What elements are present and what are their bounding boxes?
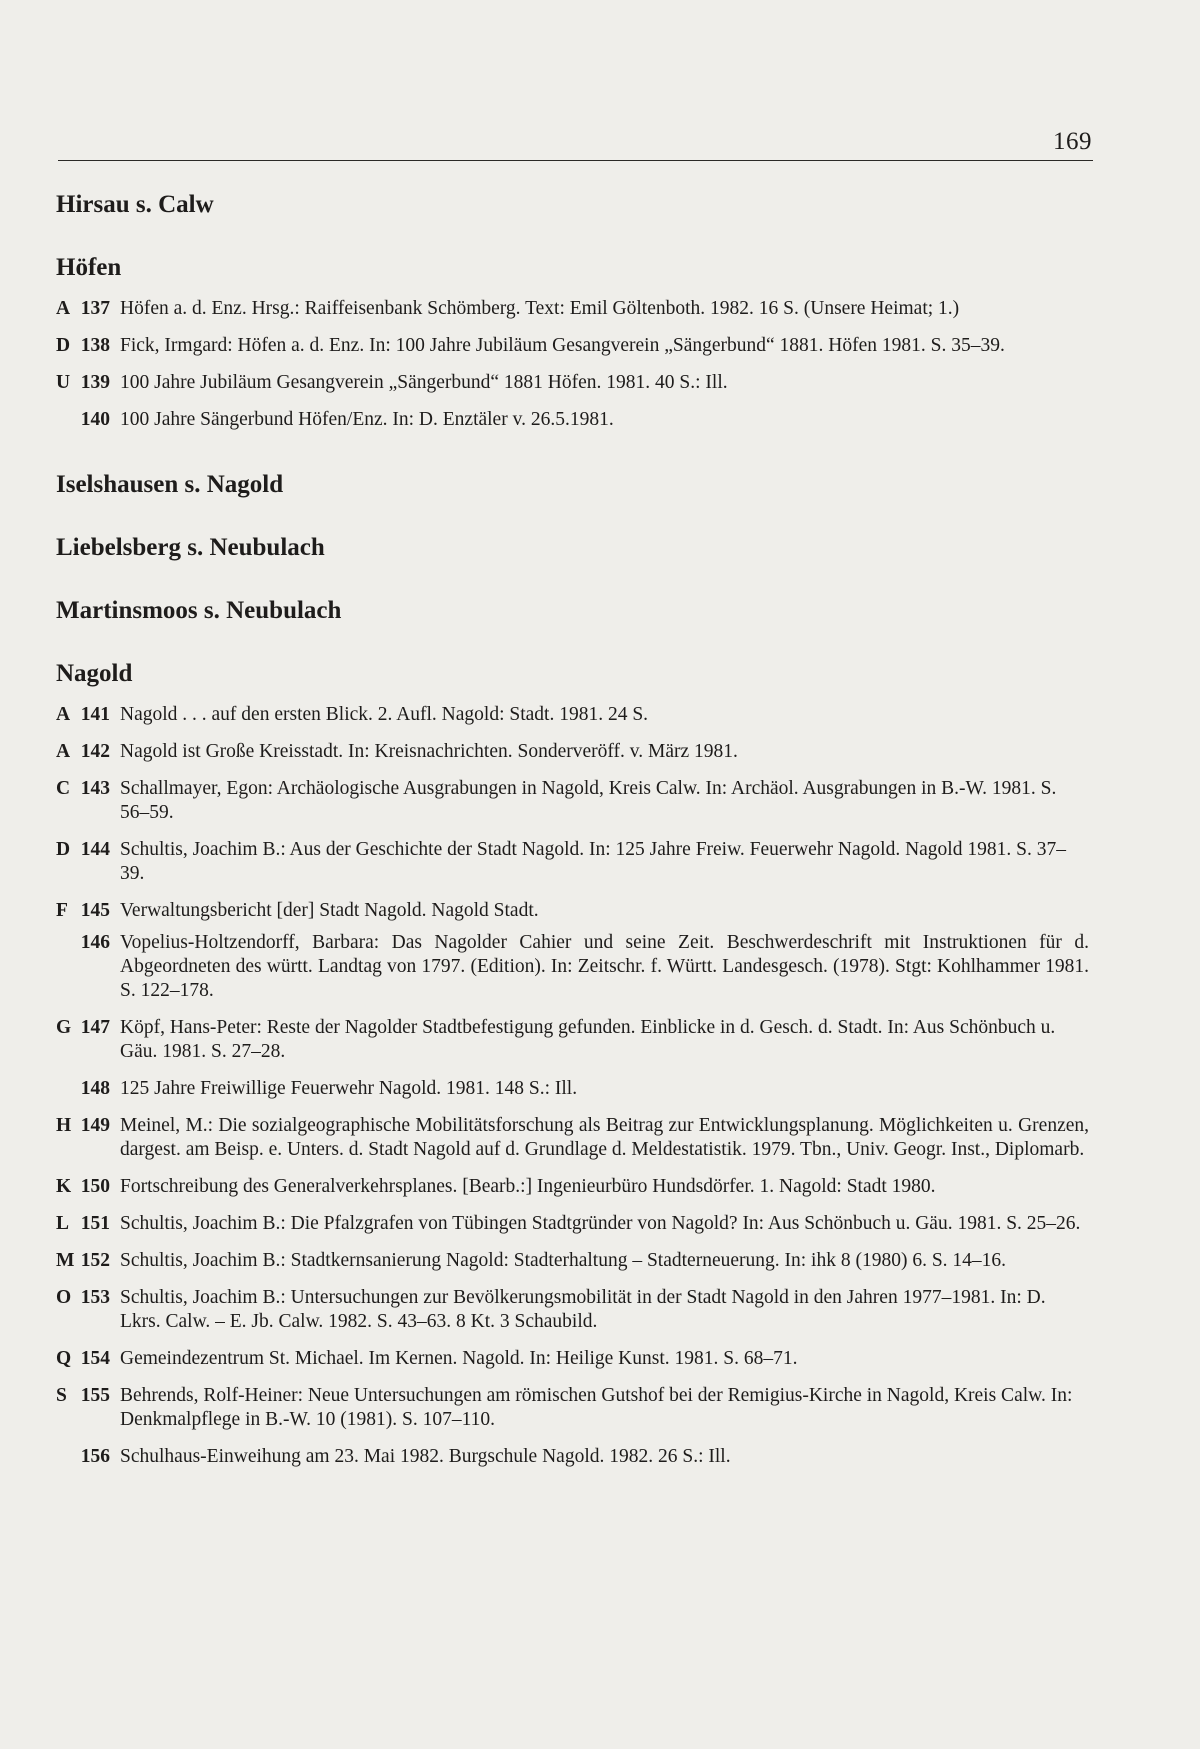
bibliography-entry: [56, 371, 1089, 395]
entry-category-letter: O: [56, 1287, 72, 1308]
entry-category-letter: A: [56, 704, 71, 725]
entry-category-letter: K: [56, 1176, 72, 1197]
entry-number: 143: [80, 778, 110, 799]
entry-number: 155: [80, 1385, 110, 1406]
entry-category-letter: G: [56, 1017, 72, 1038]
bibliography-entry: [56, 1077, 1089, 1101]
entry-category-letter: L: [56, 1213, 70, 1234]
entry-number: 144: [80, 839, 110, 860]
bibliography-content: [56, 190, 1089, 1469]
entry-text: Behrends, Rolf-Heiner: Neue Untersuchungen am römischen Gutshof bei der Remigius-Kirche in Nagold, Kreis Calw. In: Denkmalpflege in B.-W. 10 (1981). S. 107–110.: [120, 1385, 1073, 1430]
entry-category-letter: U: [56, 372, 71, 393]
entry-text: 100 Jahre Sängerbund Höfen/Enz. In: D. Enztäler v. 26.5.1981.: [120, 409, 614, 430]
entry-text: Nagold ist Große Kreisstadt. In: Kreisnachrichten. Sonderveröff. v. März 1981.: [120, 741, 738, 762]
entry-number: 149: [80, 1115, 110, 1136]
entry-text: Höfen a. d. Enz. Hrsg.: Raiffeisenbank Schömberg. Text: Emil Göltenboth. 1982. 16 S. (Unsere Heimat; 1.): [120, 298, 960, 319]
entry-text: 125 Jahre Freiwillige Feuerwehr Nagold. 1981. 148 S.: Ill.: [120, 1078, 578, 1099]
entry-text: Schultis, Joachim B.: Untersuchungen zur Bevölkerungsmobilität in der Stadt Nagold in den Jahren 1977–1981. In: D. Lkrs. Calw. – E. Jb. Calw. 1982. S. 43–63. 8 Kt. 3 Schaubild.: [120, 1287, 1046, 1332]
entry-text: Meinel, M.: Die sozialgeographische Mobilitätsforschung als Beitrag zur Entwicklungsplanung. Möglichkeiten u. Grenzen, dargest. am Beisp. e. Unters. d. Stadt Nagold auf d. Grundlage d. Meldestatistik. 1979. Tbn., Univ. Geogr. Inst., Diplomarb.: [120, 1115, 1089, 1160]
bibliography-entry: [56, 1347, 1089, 1371]
bibliography-entry: [56, 777, 1089, 825]
entry-text: 100 Jahre Jubiläum Gesangverein „Sängerbund“ 1881 Höfen. 1981. 40 S.: Ill.: [120, 372, 728, 393]
entry-text: Gemeindezentrum St. Michael. Im Kernen. Nagold. In: Heilige Kunst. 1981. S. 68–71.: [120, 1348, 798, 1369]
entry-category-letter: [56, 1445, 78, 1469]
entry-text: Nagold . . . auf den ersten Blick. 2. Aufl. Nagold: Stadt. 1981. 24 S.: [120, 704, 649, 725]
entry-number: 152: [80, 1250, 110, 1271]
entry-category-letter: D: [56, 335, 71, 356]
section-heading-hoefen: Höfen: [56, 254, 122, 281]
bibliography-entry: [56, 1445, 1089, 1469]
entry-text: Verwaltungsbericht [der] Stadt Nagold. Nagold Stadt.: [120, 900, 539, 921]
bibliography-entry: [56, 1114, 1089, 1162]
entry-text: Fortschreibung des Generalverkehrsplanes. [Bearb.:] Ingenieurbüro Hundsdörfer. 1. Nagold: Stadt 1980.: [120, 1176, 936, 1197]
entry-text: Schultis, Joachim B.: Stadtkernsanierung Nagold: Stadterhaltung – Stadterneuerung. In: ihk 8 (1980) 6. S. 14–16.: [120, 1250, 1007, 1271]
entry-number: 145: [80, 900, 110, 921]
entry-category-letter: C: [56, 778, 71, 799]
bibliography-entry: [56, 899, 1089, 923]
entry-category-letter: H: [56, 1115, 72, 1136]
entry-text: Schallmayer, Egon: Archäologische Ausgrabungen in Nagold, Kreis Calw. In: Archäol. Ausgrabungen in B.-W. 1981. S. 56–59.: [120, 778, 1057, 823]
entry-number: 141: [80, 704, 110, 725]
entry-category-letter: Q: [56, 1348, 72, 1369]
bibliography-entry: [56, 1286, 1089, 1334]
page-number: 169: [1053, 128, 1092, 155]
bibliography-entry: [56, 1175, 1089, 1199]
entry-number: 142: [80, 741, 110, 762]
section-heading-hirsau: Hirsau s. Calw: [56, 191, 214, 218]
entry-text: Fick, Irmgard: Höfen a. d. Enz. In: 100 Jahre Jubiläum Gesangverein „Sängerbund“ 1881. Höfen 1981. S. 35–39.: [120, 335, 1005, 356]
bibliography-entry: [56, 408, 1089, 432]
bibliography-entry: [56, 334, 1089, 358]
header-rule: [58, 160, 1093, 161]
entry-category-letter: [56, 931, 78, 1003]
entry-text: Schultis, Joachim B.: Aus der Geschichte der Stadt Nagold. In: 125 Jahre Freiw. Feuerwehr Nagold. Nagold 1981. S. 37–39.: [120, 839, 1066, 884]
bibliography-entry: [56, 838, 1089, 886]
section-heading-martinsmoos: Martinsmoos s. Neubulach: [56, 597, 342, 624]
bibliography-entry: [56, 931, 1089, 1003]
entry-category-letter: M: [56, 1250, 75, 1271]
entry-category-letter: [56, 408, 78, 432]
bibliography-entry: [56, 740, 1089, 764]
entry-number: 154: [80, 1348, 110, 1369]
bibliography-entry: [56, 703, 1089, 727]
entry-number: 139: [80, 372, 110, 393]
bibliography-entry: [56, 1212, 1089, 1236]
entry-number: 137: [80, 298, 110, 319]
entry-number: 146: [80, 932, 110, 953]
entry-number: 140: [80, 409, 110, 430]
entry-number: 148: [80, 1078, 110, 1099]
bibliography-entry: [56, 1384, 1089, 1432]
entry-category-letter: F: [56, 900, 68, 921]
section-heading-nagold: Nagold: [56, 660, 133, 687]
bibliography-entry: [56, 1249, 1089, 1273]
entry-category-letter: [56, 1077, 78, 1101]
entry-number: 153: [80, 1287, 110, 1308]
entry-number: 147: [80, 1017, 110, 1038]
section-heading-liebelsberg: Liebelsberg s. Neubulach: [56, 534, 325, 561]
entry-number: 138: [80, 335, 110, 356]
bibliography-entry: [56, 297, 1089, 321]
bibliography-entry: [56, 1016, 1089, 1064]
entry-category-letter: A: [56, 741, 71, 762]
entry-text: Vopelius-Holtzendorff, Barbara: Das Nagolder Cahier und seine Zeit. Beschwerdeschrift mit Instruktionen für d. Abgeordneten des württ. Landtag von 1797. (Edition). In: Zeitschr. f. Württ. Landesgesch. (1978). Stgt: Kohlhammer 1981. S. 122–178.: [120, 932, 1089, 1001]
entry-text: Köpf, Hans-Peter: Reste der Nagolder Stadtbefestigung gefunden. Einblicke in d. Gesch. d. Stadt. In: Aus Schönbuch u. Gäu. 1981. S. 27–28.: [120, 1017, 1056, 1062]
entry-text: Schultis, Joachim B.: Die Pfalzgrafen von Tübingen Stadtgründer von Nagold? In: Aus Schönbuch u. Gäu. 1981. S. 25–26.: [120, 1213, 1081, 1234]
entry-number: 156: [80, 1446, 110, 1467]
entry-category-letter: S: [56, 1385, 67, 1406]
section-heading-iselshausen: Iselshausen s. Nagold: [56, 471, 284, 498]
entry-category-letter: A: [56, 298, 71, 319]
entry-number: 150: [80, 1176, 110, 1197]
entry-number: 151: [80, 1213, 110, 1234]
entry-category-letter: D: [56, 839, 71, 860]
entry-text: Schulhaus-Einweihung am 23. Mai 1982. Burgschule Nagold. 1982. 26 S.: Ill.: [120, 1446, 731, 1467]
